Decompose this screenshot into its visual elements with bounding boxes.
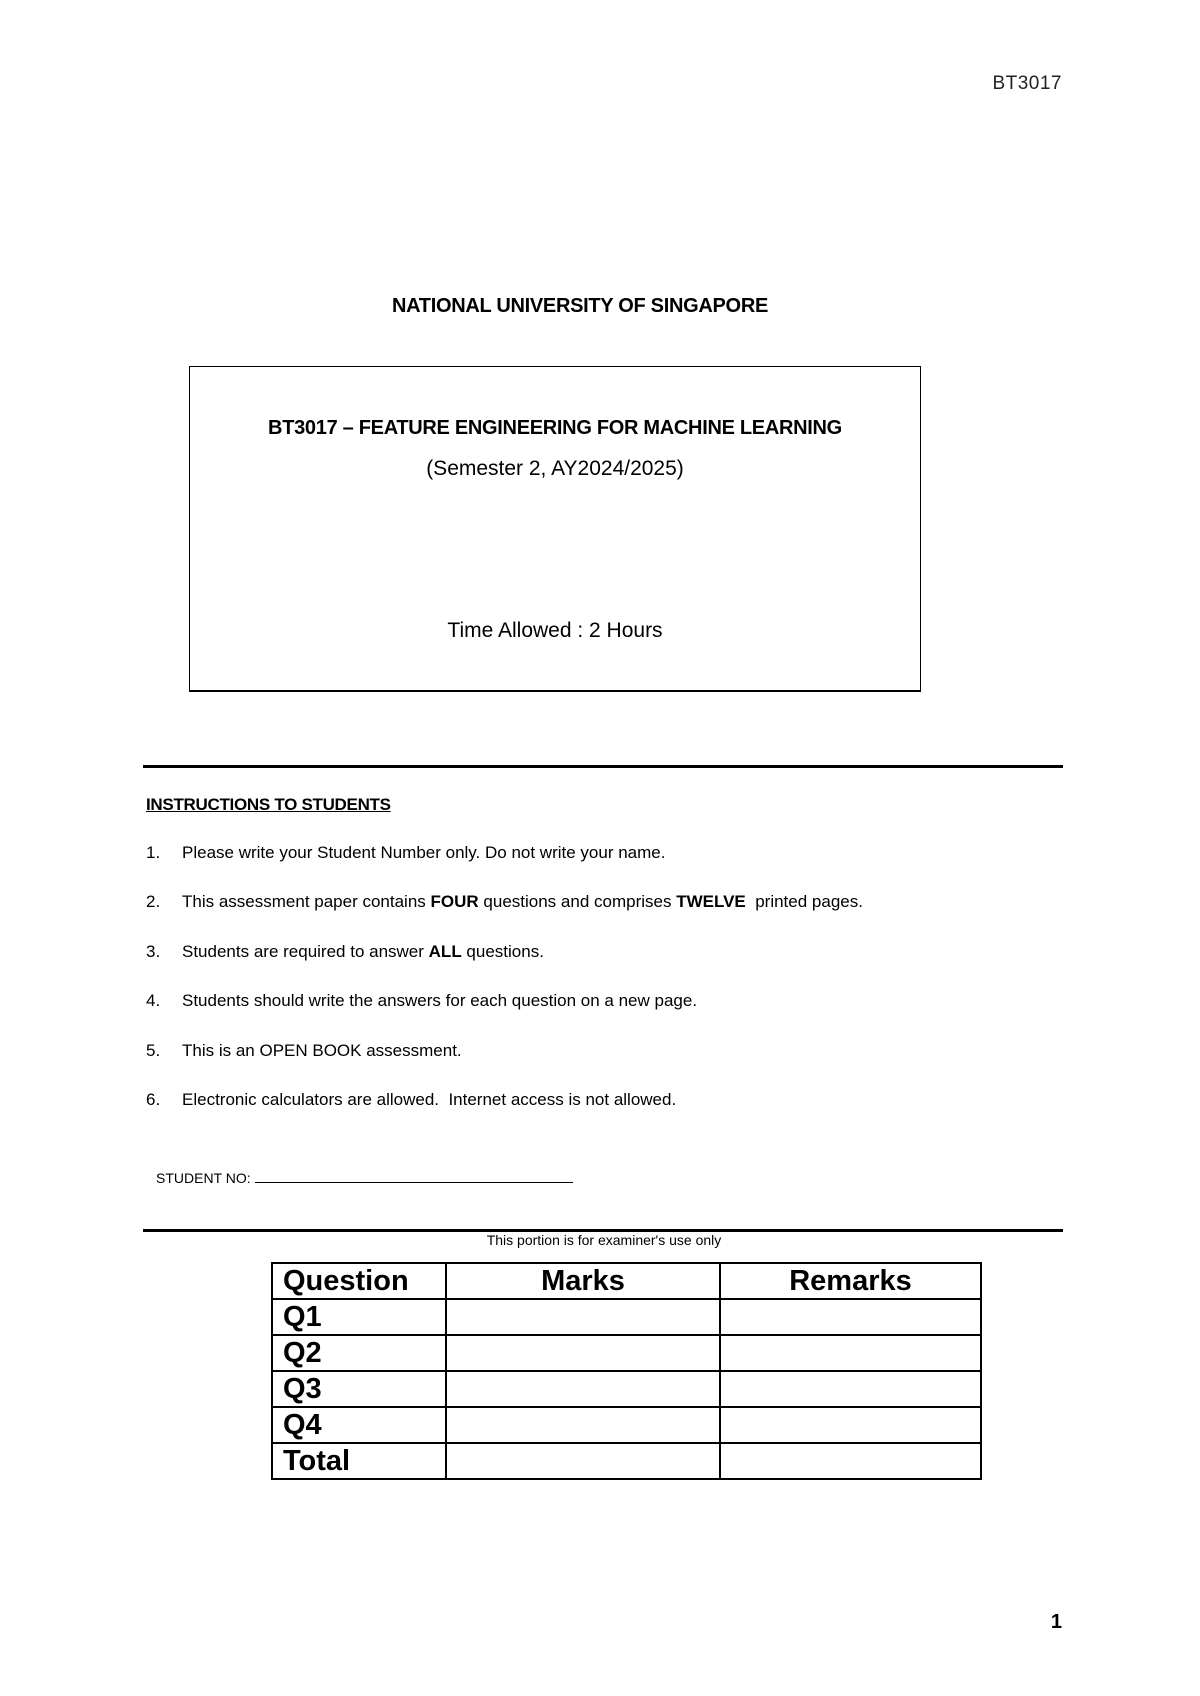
divider-top <box>143 765 1063 768</box>
header-remarks: Remarks <box>720 1263 981 1299</box>
instruction-number: 3. <box>146 941 161 961</box>
instruction-number: 5. <box>146 1040 161 1060</box>
student-number-line[interactable] <box>255 1170 573 1183</box>
instruction-text: This is an OPEN BOOK assessment. <box>182 1040 462 1060</box>
header-question: Question <box>272 1263 446 1299</box>
table-row <box>272 1407 981 1443</box>
instruction-text: Students should write the answers for each question on a new page. <box>182 991 698 1011</box>
instruction-text: Electronic calculators are allowed. Internet access is not allowed. <box>182 1089 677 1109</box>
page-number: 1 <box>1050 1611 1062 1633</box>
question-label: Q3 <box>272 1371 446 1407</box>
student-number-label: STUDENT NO: <box>156 1170 251 1186</box>
header-marks: Marks <box>446 1263 720 1299</box>
instruction-item <box>146 942 1046 991</box>
examiner-note: This portion is for examiner's use only <box>486 1232 722 1248</box>
instruction-number: 1. <box>146 843 161 862</box>
table-row <box>272 1443 981 1479</box>
instruction-number: 4. <box>146 991 161 1011</box>
instruction-item <box>146 1090 1046 1139</box>
instruction-item <box>146 991 1046 1040</box>
university-name: NATIONAL UNIVERSITY OF SINGAPORE <box>392 295 768 317</box>
student-number-field[interactable] <box>156 1170 573 1186</box>
course-title: BT3017 – FEATURE ENGINEERING FOR MACHINE LEARNING <box>268 417 842 439</box>
marks-cell[interactable] <box>446 1299 720 1335</box>
marks-cell[interactable] <box>446 1371 720 1407</box>
table-row <box>272 1335 981 1371</box>
table-header-row <box>272 1263 981 1299</box>
question-label: Q2 <box>272 1335 446 1371</box>
table-row <box>272 1371 981 1407</box>
question-label: Q1 <box>272 1299 446 1335</box>
marks-table <box>271 1262 982 1480</box>
time-allowed: Time Allowed : 2 Hours <box>447 619 663 642</box>
instruction-item <box>146 1041 1046 1090</box>
question-label: Q4 <box>272 1407 446 1443</box>
header-course-code: BT3017 <box>992 73 1062 94</box>
marks-cell[interactable] <box>446 1443 720 1479</box>
instruction-number: 2. <box>146 892 161 912</box>
remarks-cell[interactable] <box>720 1443 981 1479</box>
marks-cell[interactable] <box>446 1335 720 1371</box>
remarks-cell[interactable] <box>720 1335 981 1371</box>
question-label: Total <box>272 1443 446 1479</box>
course-info-box <box>189 366 921 692</box>
remarks-cell[interactable] <box>720 1371 981 1407</box>
instruction-text: Students are required to answer ALL questions. <box>182 941 544 961</box>
instruction-number: 6. <box>146 1089 161 1109</box>
course-semester: (Semester 2, AY2024/2025) <box>426 457 684 480</box>
marks-cell[interactable] <box>446 1407 720 1443</box>
remarks-cell[interactable] <box>720 1407 981 1443</box>
instructions-list <box>146 843 1046 1139</box>
instructions-heading: INSTRUCTIONS TO STUDENTS <box>146 795 391 814</box>
instruction-item <box>146 843 1046 892</box>
instruction-text: Please write your Student Number only. Do not write your name. <box>182 843 666 862</box>
instruction-item <box>146 892 1046 941</box>
remarks-cell[interactable] <box>720 1299 981 1335</box>
instruction-text: This assessment paper contains FOUR questions and comprises TWELVE printed pages. <box>182 892 863 912</box>
table-row <box>272 1299 981 1335</box>
